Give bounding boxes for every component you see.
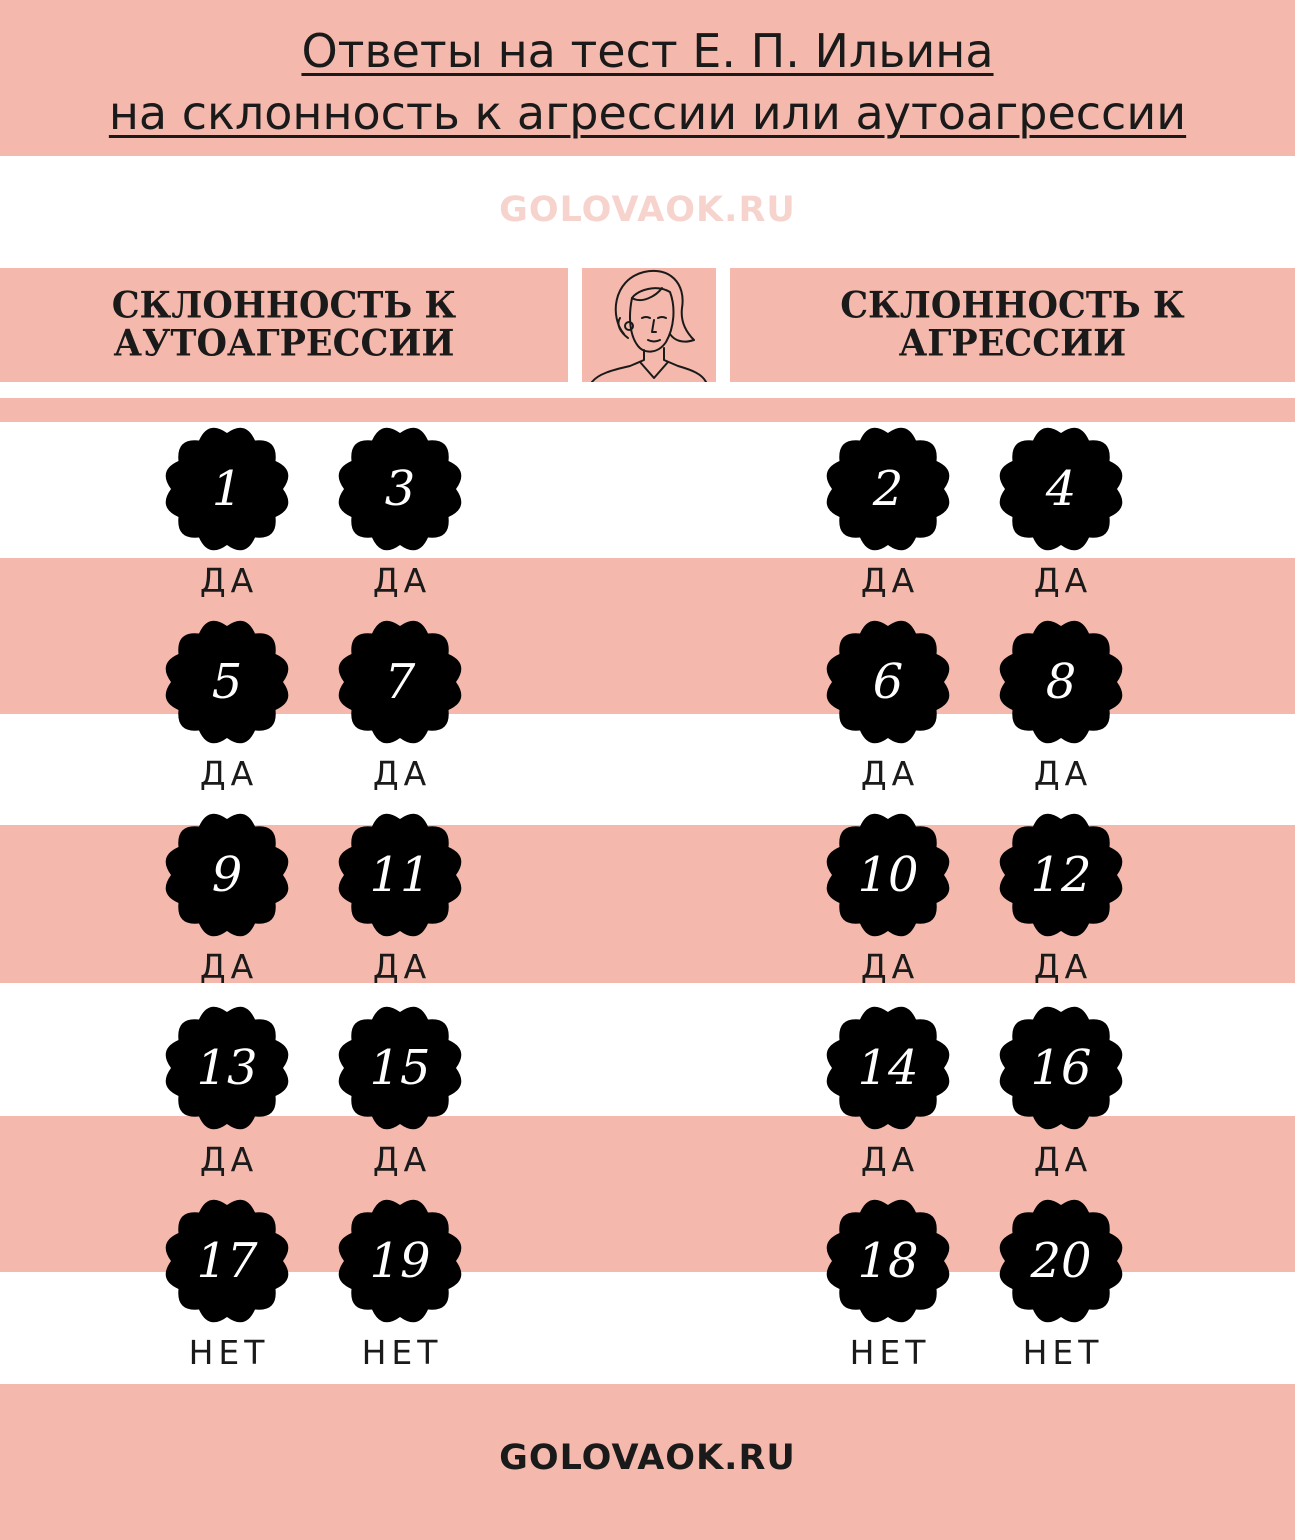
question-number: 14 [857,1040,919,1096]
question-number: 12 [1030,847,1092,903]
question-number: 15 [369,1040,431,1096]
header-left-line1: СКЛОННОСТЬ К [111,284,457,328]
question-number: 8 [1045,654,1077,710]
title-line-2: на склонность к агрессии или аутоагрессии [108,86,1187,140]
header-left-line2: АУТОАГРЕССИИ [113,321,455,365]
answer-label: ДА [199,1140,259,1179]
question-number: 5 [211,654,243,710]
question-badge [334,616,466,748]
question-number: 6 [872,654,904,710]
question-badge [161,1002,293,1134]
answer-label: ДА [372,561,432,600]
question-badge [822,616,954,748]
page-title [0,20,1295,144]
question-badge [995,1002,1127,1134]
question-badge [161,809,293,941]
header-right-line2: АГРЕССИИ [898,321,1127,365]
watermark-bottom: GOLOVAOK.RU [499,1438,796,1478]
question-badge [334,1002,466,1134]
answer-label: ДА [372,1140,432,1179]
question-number: 17 [196,1233,258,1289]
question-number: 16 [1030,1040,1092,1096]
answer-label: НЕТ [849,1333,931,1372]
answer-label: ДА [860,754,920,793]
question-number: 3 [384,461,416,517]
question-number: 13 [196,1040,258,1096]
question-badge [995,423,1127,555]
woman-portrait-icon [582,268,716,382]
question-badge [822,423,954,555]
answer-label: ДА [1033,1140,1093,1179]
header-aggression [730,268,1295,382]
question-badge [822,1195,954,1327]
question-badge [822,1002,954,1134]
question-number: 2 [872,461,904,517]
answer-label: ДА [372,947,432,986]
question-badge [334,809,466,941]
question-number: 19 [369,1233,431,1289]
center-icon-box [582,268,716,382]
question-number: 10 [857,847,919,903]
question-number: 18 [857,1233,919,1289]
question-number: 20 [1030,1233,1092,1289]
watermark-top: GOLOVAOK.RU [499,190,796,230]
answer-label: ДА [860,1140,920,1179]
title-line-1: Ответы на тест Е. П. Ильина [301,24,994,78]
header-right-line1: СКЛОННОСТЬ К [840,284,1185,328]
question-badge [334,423,466,555]
question-number: 7 [384,654,416,710]
question-badge [161,423,293,555]
divider-band [0,398,1295,422]
question-number: 9 [211,847,243,903]
question-number: 11 [369,847,431,903]
question-badge [161,1195,293,1327]
question-badge [822,809,954,941]
answer-label: НЕТ [361,1333,443,1372]
answer-label: ДА [199,754,259,793]
answer-label: ДА [1033,754,1093,793]
header-autoaggression [0,268,568,382]
answer-label: ДА [860,561,920,600]
question-number: 1 [211,461,243,517]
question-badge [334,1195,466,1327]
question-badge [161,616,293,748]
question-badge [995,809,1127,941]
answer-label: ДА [860,947,920,986]
answer-label: ДА [1033,561,1093,600]
question-number: 4 [1045,461,1077,517]
answer-label: ДА [199,561,259,600]
answer-label: ДА [372,754,432,793]
question-badge [995,1195,1127,1327]
question-badge [995,616,1127,748]
answer-label: НЕТ [188,1333,270,1372]
answer-label: ДА [1033,947,1093,986]
answer-label: НЕТ [1022,1333,1104,1372]
answer-label: ДА [199,947,259,986]
